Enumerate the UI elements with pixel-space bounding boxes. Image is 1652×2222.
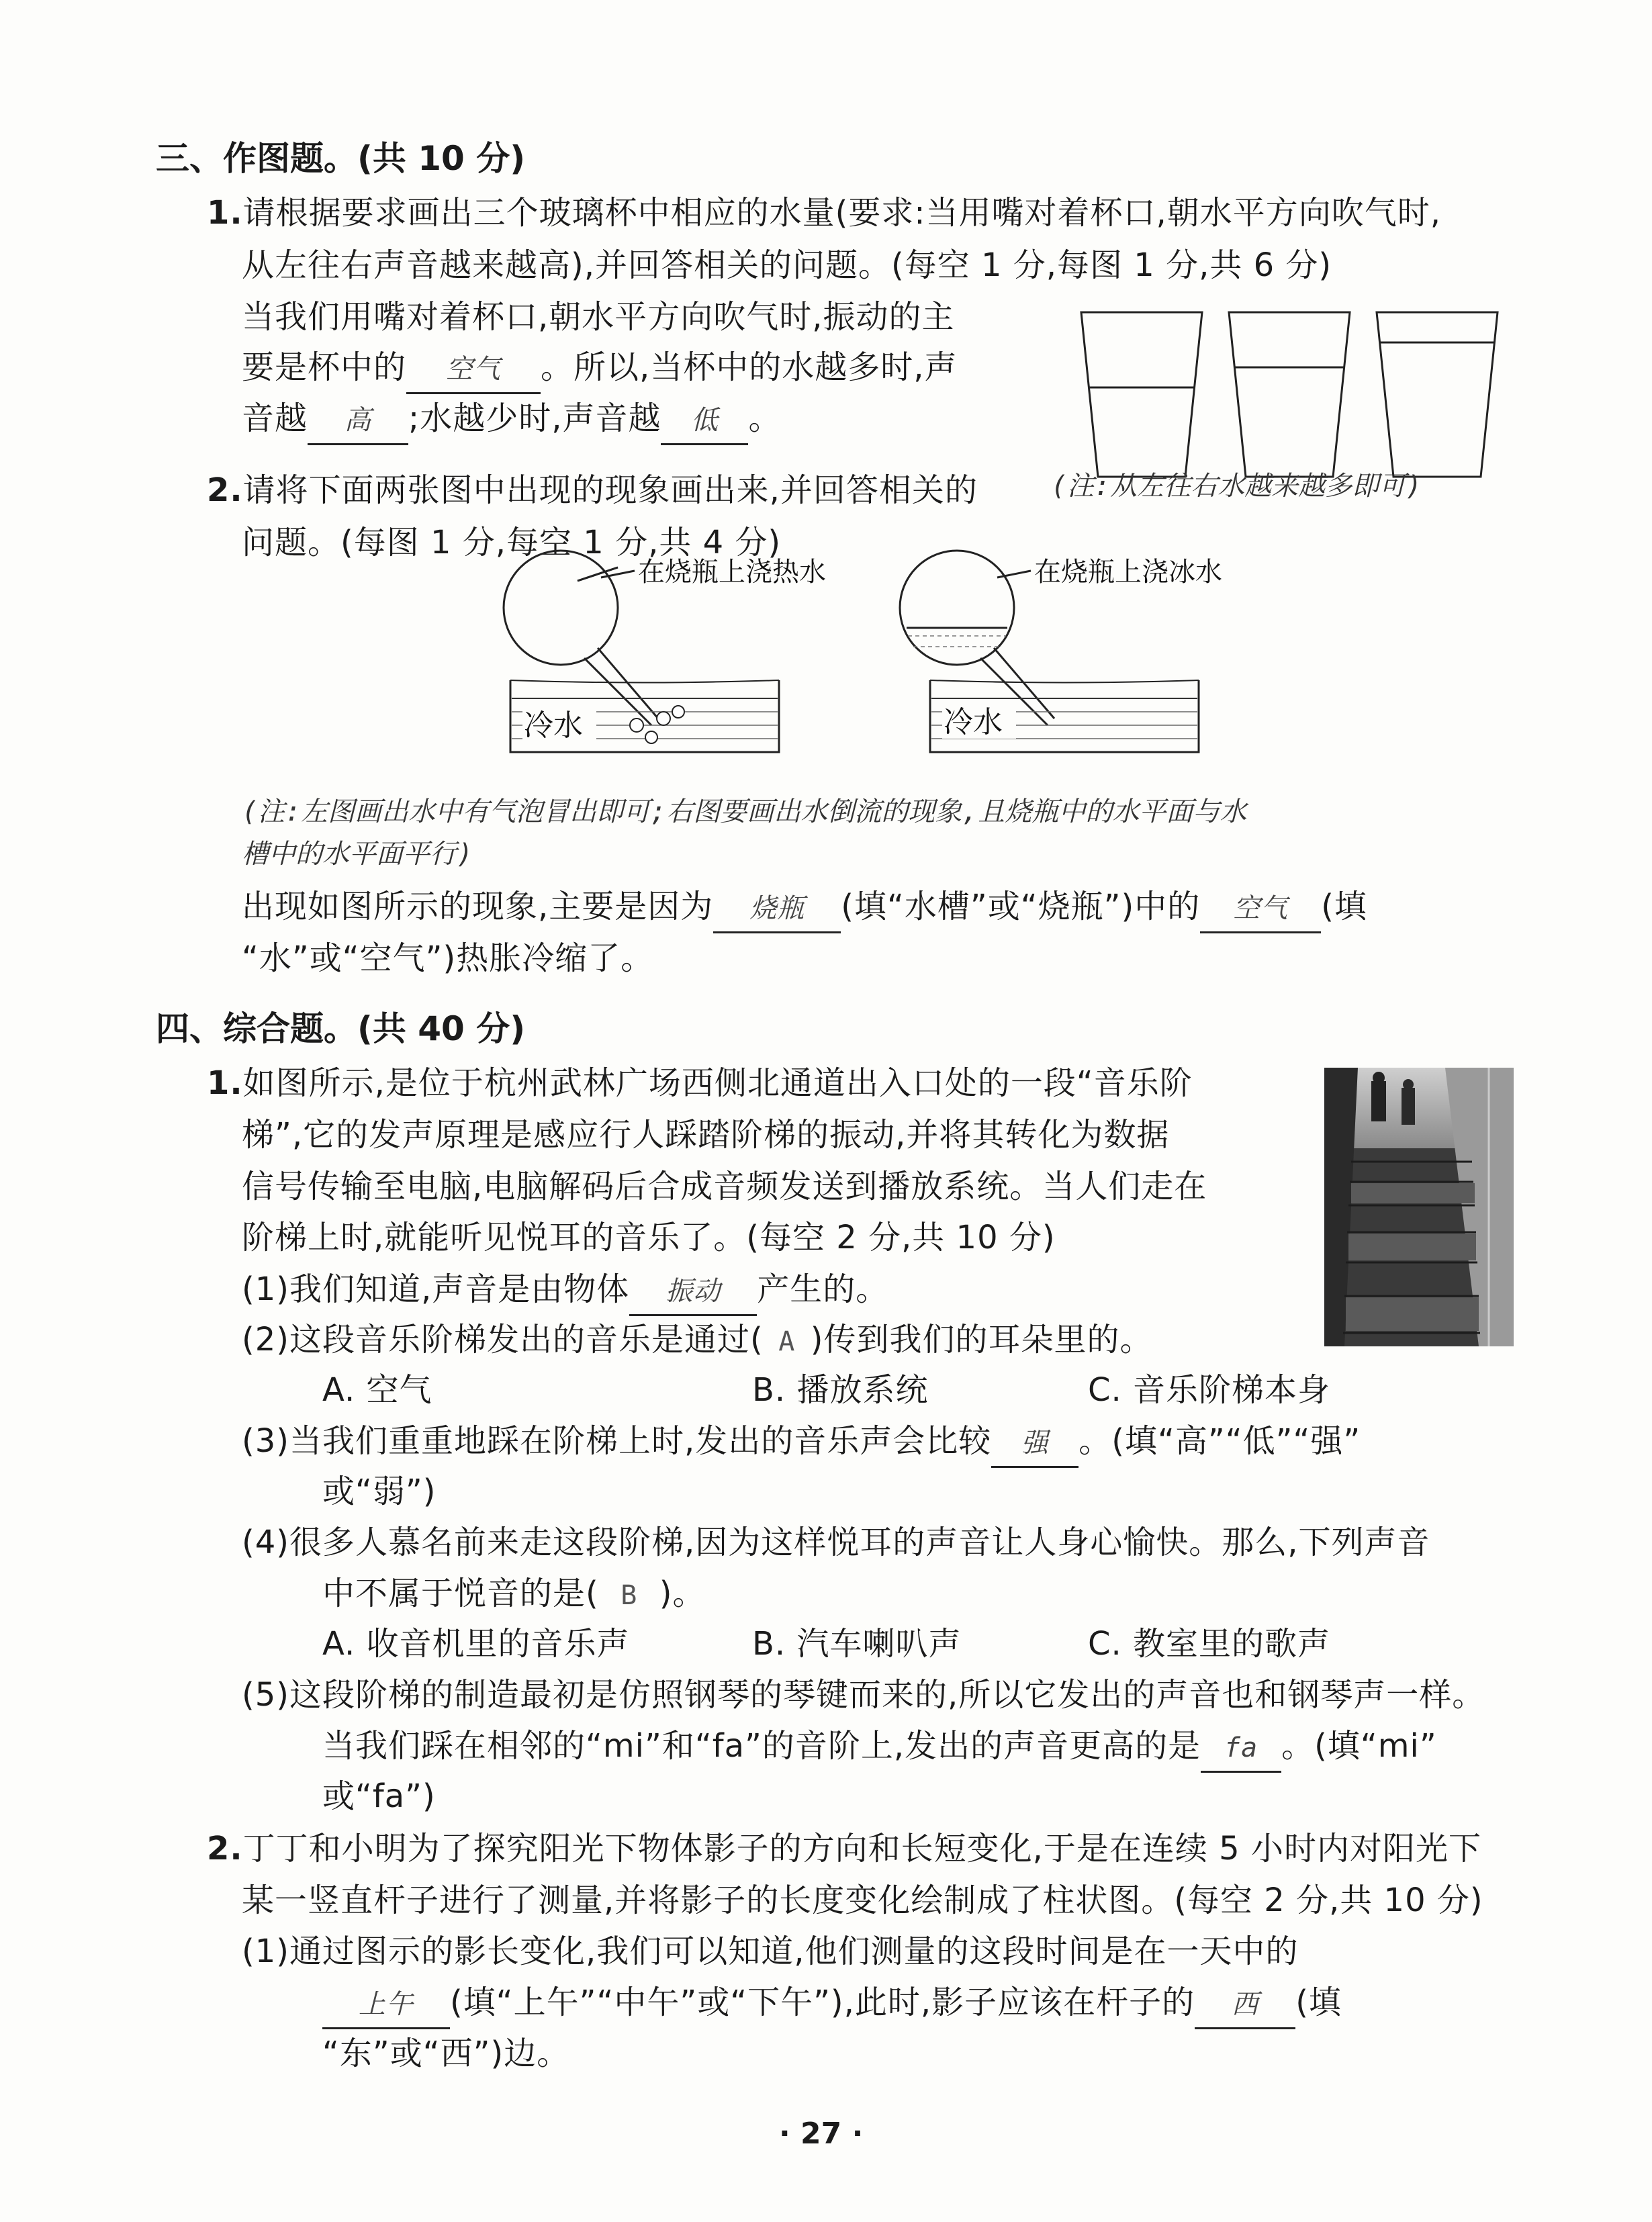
s4q1-sub4: (4)很多人慕名前来走这段阶梯,因为这样悦耳的声音让人身心愉快。那么,下列声音 [242,1524,1430,1561]
s4q2-line2: 某一竖直杆子进行了测量,并将影子的长度变化绘制成了柱状图。(每空 2 分,共 10 分) [242,1882,1483,1919]
s4q1-text1: 如图所示,是位于杭州武林广场西侧北通道出入口处的一段“音乐阶 [242,1064,1193,1102]
q1-line1 [207,186,1441,240]
s4q1-s3a: (3)当我们重重地踩在阶梯上时,发出的音乐声会比较 [242,1422,992,1460]
q1-text1: 请根据要求画出三个玻璃杯中相应的水量(要求:当用嘴对着杯口,朝水平方向吹气时, [242,194,1442,232]
s4q1-s2-optC[interactable]: C. 音乐阶梯本身 [1088,1371,1331,1409]
q1-para3 [242,391,781,445]
q2-number: 2. [207,471,243,509]
q2-blank2[interactable] [1200,890,1321,933]
bubble-4 [645,731,657,743]
s4q1-ans1: 振动 [666,1276,721,1307]
s4q1-s3b: 。(填“高”“低”“强” [1079,1422,1361,1460]
cups-note: (注:从左往右水越来越多即可) [1051,471,1422,502]
s4q1-s5c: 。(填“mi” [1281,1727,1437,1765]
s4q1-blank1[interactable] [629,1272,757,1316]
s4q1-blank5[interactable] [1201,1729,1281,1773]
three-cups-figure [1068,306,1524,487]
q1-blank2[interactable] [308,402,408,445]
s4q2-sub1-cont [322,1976,1342,2029]
flask-figures [484,547,1404,769]
q2-line1 [207,463,978,517]
q2-s1b: (填“水槽”或“烧瓶”)中的 [841,888,1201,925]
q2-note-line2: 槽中的水平面平行) [242,839,473,870]
s4q1-s4-optB[interactable]: B. 汽车喇叭声 [752,1625,962,1663]
s4q1-s2b: )传到我们的耳朵里的。 [810,1321,1153,1358]
q1-blank3[interactable] [661,402,748,445]
q2-ans1: 烧瓶 [749,893,805,924]
label-ice-water: 在烧瓶上浇冰水 [1034,557,1222,588]
cup-2 [1229,312,1350,477]
q1-p3a: 音越 [242,400,308,437]
s4q2-blank1[interactable] [322,1986,450,2029]
s4q1-ans4[interactable]: B [621,1580,638,1611]
s4q1-sub5: (5)这段阶梯的制造最初是仿照钢琴的琴键而来的,所以它发出的声音也和钢琴声一样。 [242,1676,1485,1714]
q2-ans2: 空气 [1233,893,1289,924]
s4q1-ans5: fa [1224,1732,1258,1763]
s4q2-line1 [207,1822,1481,1876]
s4q1-line1 [207,1056,1193,1110]
q2-s1a: 出现如图所示的现象,主要是因为 [242,888,714,925]
s4q1-s2-optA[interactable]: A. 空气 [322,1371,432,1409]
s4q1-sub5-end: 或“fa”) [322,1777,436,1815]
s4q1-s1a: (1)我们知道,声音是由物体 [242,1270,630,1308]
s4q2-text1: 丁丁和小明为了探究阳光下物体影子的方向和长短变化,于是在连续 5 小时内对阳光下 [242,1830,1481,1867]
q1-p3c: 。 [748,400,782,437]
s4q2-s1b: (填“上午”“中午”或“下午”),此时,影子应该在杆子的 [450,1984,1195,2021]
s4q1-sub2 [242,1313,1152,1369]
label-water-right: 冷水 [944,705,1003,739]
s4q1-sub1 [242,1262,888,1316]
s4q1-s2a: (2)这段音乐阶梯发出的音乐是通过( [242,1321,764,1358]
s4q2-ans1: 上午 [359,1989,414,2020]
s4q1-sub3-cont: 或“弱”) [322,1473,437,1510]
q1-para2 [242,340,958,394]
bubble-3 [672,706,684,718]
s4q1-blank3[interactable] [991,1424,1079,1468]
label-hot-water: 在烧瓶上浇热水 [638,557,826,588]
page-number: · 27 · [779,2117,864,2151]
q2-blank1[interactable] [713,890,841,933]
q1-p2b: 。所以,当杯中的水越多时,声 [541,349,958,386]
s4q1-number: 1. [207,1064,243,1102]
q1-p2a: 要是杯中的 [242,349,407,386]
q1-line2: 从左往右声音越来越高),并回答相关的问题。(每空 1 分,每图 1 分,共 6 分) [242,246,1332,284]
bubble-1 [630,719,643,732]
s4q2-blank2[interactable] [1195,1986,1295,2029]
q1-para1: 当我们用嘴对着杯口,朝水平方向吹气时,振动的主 [242,298,955,336]
s4q1-sub3 [242,1414,1361,1468]
cup-1 [1081,312,1202,477]
s4q2-s1c: (填 [1295,1984,1342,2021]
label-water-left: 冷水 [524,708,583,743]
q1-ans2: 高 [344,405,372,436]
section4-title: 四、综合题。(共 40 分) [156,1009,526,1048]
s4q1-line4: 阶梯上时,就能听见悦耳的音乐了。(每空 2 分,共 10 分) [242,1219,1056,1256]
s4q1-sub5-cont [322,1719,1437,1773]
s4q1-sub4-cont [322,1567,705,1622]
s4q1-s4b: 中不属于悦音的是( [322,1575,599,1612]
s4q1-s1b: 产生的。 [757,1270,889,1308]
s4q1-s2-optB[interactable]: B. 播放系统 [752,1371,929,1409]
s4q1-s5b: 当我们踩在相邻的“mi”和“fa”的音阶上,发出的声音更高的是 [322,1727,1201,1765]
s4q2-ans2: 西 [1231,1989,1259,2020]
q1-ans1: 空气 [446,354,502,385]
q2-s1c: (填 [1321,888,1367,925]
q1-blank1[interactable] [406,351,541,394]
q2-sentence1 [242,880,1367,933]
s4q2-sub1: (1)通过图示的影长变化,我们可以知道,他们测量的这段时间是在一天中的 [242,1933,1299,1970]
section3-title: 三、作图题。(共 10 分) [156,139,526,178]
s4q2-number: 2. [207,1830,243,1867]
q1-ans3: 低 [690,405,719,436]
q2-line2: 问题。(每图 1 分,每空 1 分,共 4 分) [242,524,782,561]
q2-text1: 请将下面两张图中出现的现象画出来,并回答相关的 [242,471,978,509]
s4q1-ans3: 强 [1021,1428,1049,1459]
s4q1-s4c: )。 [659,1575,706,1612]
q2-note-line1: (注:左图画出水中有气泡冒出即可;右图要画出水倒流的现象,且烧瓶中的水平面与水 [242,796,1247,827]
s4q1-line3: 信号传输至电脑,电脑解码后合成音频发送到播放系统。当人们走在 [242,1168,1207,1205]
music-stairs-photo [1324,1068,1514,1346]
flask-right [900,551,1222,752]
q2-sentence2: “水”或“空气”)热胀冷缩了。 [242,939,654,977]
flask-left [504,551,826,752]
s4q1-s4-optA[interactable]: A. 收音机里的音乐声 [322,1625,630,1663]
s4q1-line2: 梯”,它的发声原理是感应行人踩踏阶梯的振动,并将其转化为数据 [242,1116,1170,1154]
q1-p3b: ;水越少时,声音越 [408,400,661,437]
s4q2-sub1-end: “东”或“西”)边。 [322,2035,570,2072]
cup-3 [1377,312,1498,477]
bubble-2 [657,712,670,725]
s4q1-s4-optC[interactable]: C. 教室里的歌声 [1088,1625,1331,1663]
q1-number: 1. [207,194,243,232]
s4q1-ans2[interactable]: A [778,1326,796,1357]
